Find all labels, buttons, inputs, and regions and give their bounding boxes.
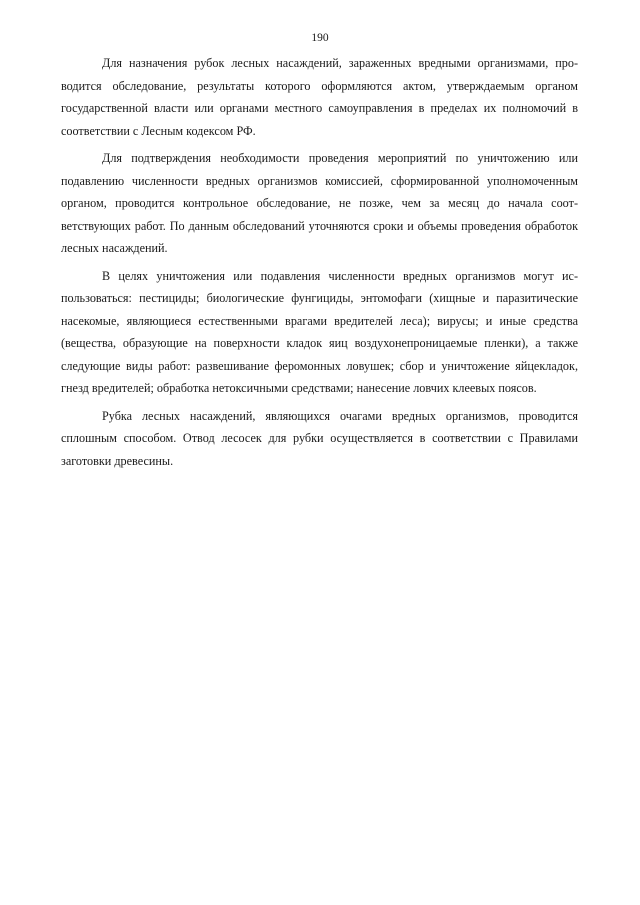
paragraph-felling-survey: Для назначения рубок лесных насаждений, зараженных вредными организмами, проводится обследование, результаты которого оформляются актом, утверждаемым органом государственной власти или органами местного самоуправления в пределах их полномочий в соответствии с Лесным кодексом РФ. bbox=[61, 56, 578, 138]
paragraph-clear-cutting: Рубка лесных насаждений, являющихся очагами вредных организмов, проводится сплошным способом. Отвод лесосек для рубки осуществляется в соответствии с Правилами заготовки древесины. bbox=[61, 408, 578, 468]
page-number: 190 bbox=[311, 32, 329, 44]
paragraph-pest-control-means: В целях уничтожения или подавления численности вредных организмов могут использоваться: пестициды; биологические фунгициды, энтомофаги (хищные и паразитические насекомые, являющиеся естественными врагами вредителей леса); вирусы; и иные средства (вещества, образующие на поверхности кладок яиц воздухонепроницаемые пленки), а также следующие виды работ: развешивание феромонных ловушек; сбор и уничтожение яйцекладок, гнезд вредителей; обработка нетоксичными средствами; нанесение ловчих клеевых поясов. bbox=[61, 268, 578, 395]
body-text bbox=[61, 52, 578, 477]
paragraph-control-survey: Для подтверждения необходимости проведения мероприятий по уничтожению или подавлению численности вредных организмов комиссией, сформированной уполномоченным органом, проводится контрольное обследование, не позже, чем за месяц до начала соответствующих работ. По данным обследований уточняются сроки и объемы проведения обработок лесных насаждений. bbox=[61, 151, 578, 255]
